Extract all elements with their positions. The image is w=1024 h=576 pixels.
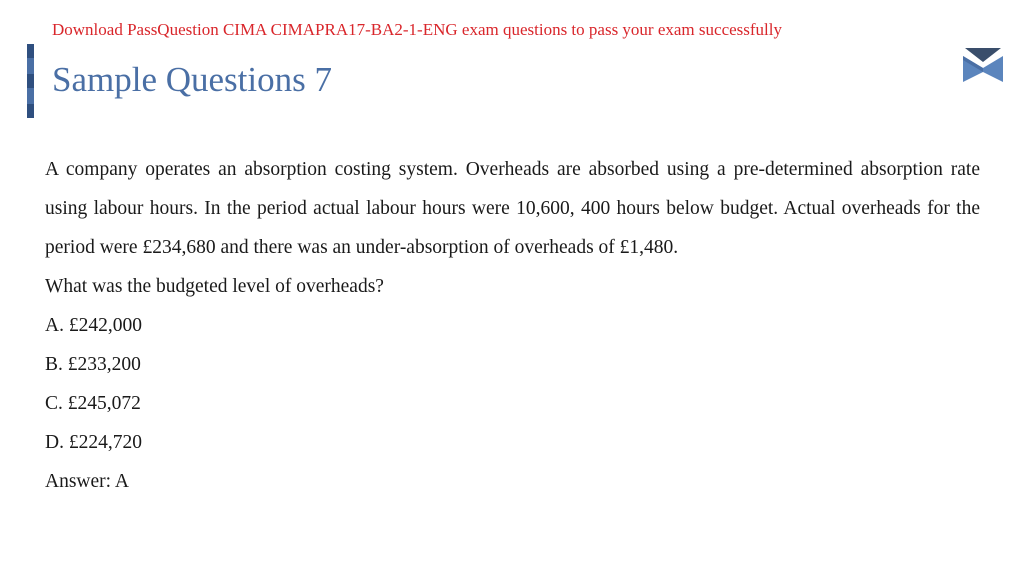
- question-body: [45, 150, 980, 501]
- page-title: Sample Questions 7: [52, 60, 332, 99]
- ribbon-bookmark-icon: [963, 48, 1003, 82]
- option-d: D. £224,720: [45, 432, 142, 453]
- answer-line: Answer: A: [45, 471, 129, 492]
- title-accent-bar: [27, 44, 34, 118]
- option-a: A. £242,000: [45, 315, 142, 336]
- question-prompt: What was the budgeted level of overheads?: [45, 276, 384, 297]
- header-banner: Download PassQuestion CIMA CIMAPRA17-BA2-1-ENG exam questions to pass your exam successfully: [52, 20, 782, 39]
- question-paragraph: A company operates an absorption costing system. Overheads are absorbed using a pre-determined absorption rate using labour hours. In the period actual labour hours were 10,600, 400 hours below budget. Actual overheads for the period were £234,680 and there was an under-absorption of overheads of £1,480.: [45, 159, 980, 258]
- option-b: B. £233,200: [45, 354, 141, 375]
- option-c: C. £245,072: [45, 393, 141, 414]
